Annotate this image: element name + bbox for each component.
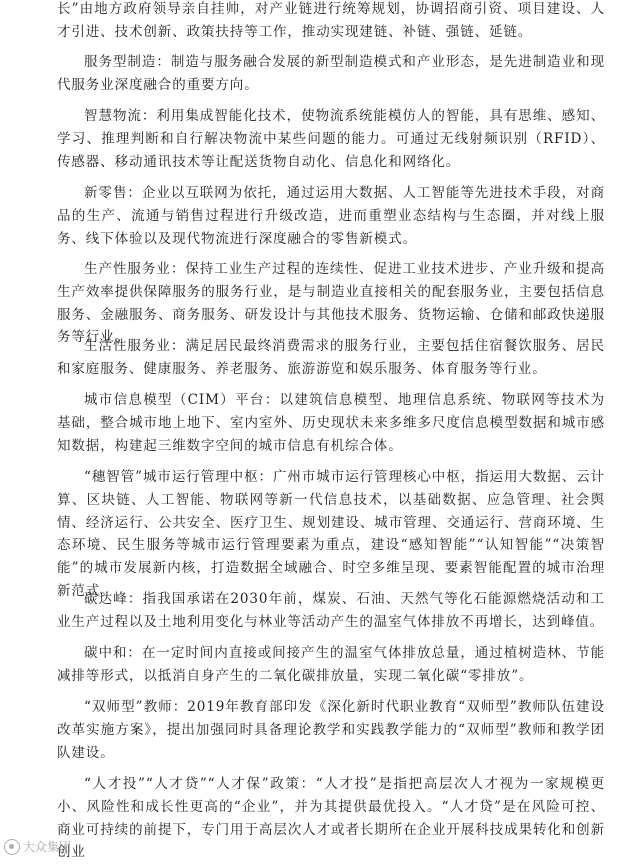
paragraph-carbon-neutral: 碳中和：在一定时间内直接或间接产生的温室气体排放总量，通过植树造林、节能减排等形式，以抵消自身产生的二氧化碳排放量，实现二氧化碳“零排放”。 (57, 645, 605, 684)
watermark-text: 大众集团 (23, 840, 72, 854)
watermark (4, 838, 71, 855)
paragraph-cim-platform: 城市信息模型（CIM）平台：以建筑信息模型、地理信息系统、物联网等技术为基础，整合城市地上地下、室内室外、历史现状未来多维多尺度信息模型数据和城市感知数据，构建起三维数字空间的城市信息有机综合体。 (57, 392, 605, 454)
paragraph-talent-policy: “人才投”“人才贷”“人才保”政策：“人才投”是指把高层次人才视为一家规模更小、风险性和成长性更高的“企业”，并为其提供最优投入。“人才贷”是在风险可控、商业可持续的前提下，专门用于高层次人才或者长期所在企业开展科技成果转化和创新创业 (57, 776, 605, 861)
paragraph-suizhiguan: “穗智管”城市运行管理中枢：广州市城市运行管理核心中枢，指运用大数据、云计算、区块链、人工智能、物联网等新一代信息技术，以基础数据、应急管理、社会舆情、经济运行、公共安全、医疗卫生、规划建设、城市管理、交通运行、营商环境、生态环境、民生服务等城市运行管理要素为重点，建设“感知智能”“认知智能”“决策智能”的城市发展新内核，打造数据全域融合、时空多维呈现、要素智能配置的城市治理新范式。 (57, 469, 605, 599)
paragraph-consumer-services: 生活性服务业：满足居民最终消费需求的服务行业，主要包括住宿餐饮服务、居民和家庭服务、健康服务、养老服务、旅游游览和娱乐服务、体育服务等行业。 (57, 338, 605, 377)
paragraph-smart-logistics: 智慧物流：利用集成智能化技术，使物流系统能模仿人的智能，具有思维、感知、学习、推理判断和自行解决物流中某些问题的能力。可通过无线射频识别（RFID）、传感器、移动通讯技术等让配送货物自动化、信息化和网络化。 (57, 108, 605, 170)
paragraph-new-retail: 新零售：企业以互联网为依托，通过运用大数据、人工智能等先进技术手段，对商品的生产、流通与销售过程进行升级改造，进而重塑业态结构与生态圈，并对线上服务、线下体验以及现代物流进行深度融合的零售新模式。 (57, 185, 605, 247)
paragraph-dual-teacher: “双师型”教师：2019年教育部印发《深化新时代职业教育“双师型”教师队伍建设改革实施方案》，提出加强同时具备理论教学和实践教学能力的“双师型”教师和教学团队建设。 (57, 699, 605, 761)
paragraph-producer-services: 生产性服务业：保持工业生产过程的连续性、促进工业技术进步、产业升级和提高生产效率提供保障服务的服务行业，是与制造业直接相关的配套服务业，主要包括信息服务、金融服务、商务服务、研发设计与其他技术服务、货物运输、仓储和邮政快递服务等行业。 (57, 261, 605, 346)
paragraph-service-manufacturing: 服务型制造：制造与服务融合发展的新型制造模式和产业形态，是先进制造业和现代服务业深度融合的重要方向。 (57, 54, 605, 93)
paragraph-carbon-peak: 碳达峰：指我国承诺在2030年前，煤炭、石油、天然气等化石能源燃烧活动和工业生产过程以及土地利用变化与林业等活动产生的温室气体排放不再增长，达到峰值。 (57, 591, 605, 630)
circle-logo-icon (4, 839, 20, 855)
paragraph-industry-chain-continued: 长”由地方政府领导亲自挂帅，对产业链进行统筹规划，协调招商引资、项目建设、人才引进、技术创新、政策扶持等工作，推动实现建链、补链、强链、延链。 (57, 1, 605, 40)
